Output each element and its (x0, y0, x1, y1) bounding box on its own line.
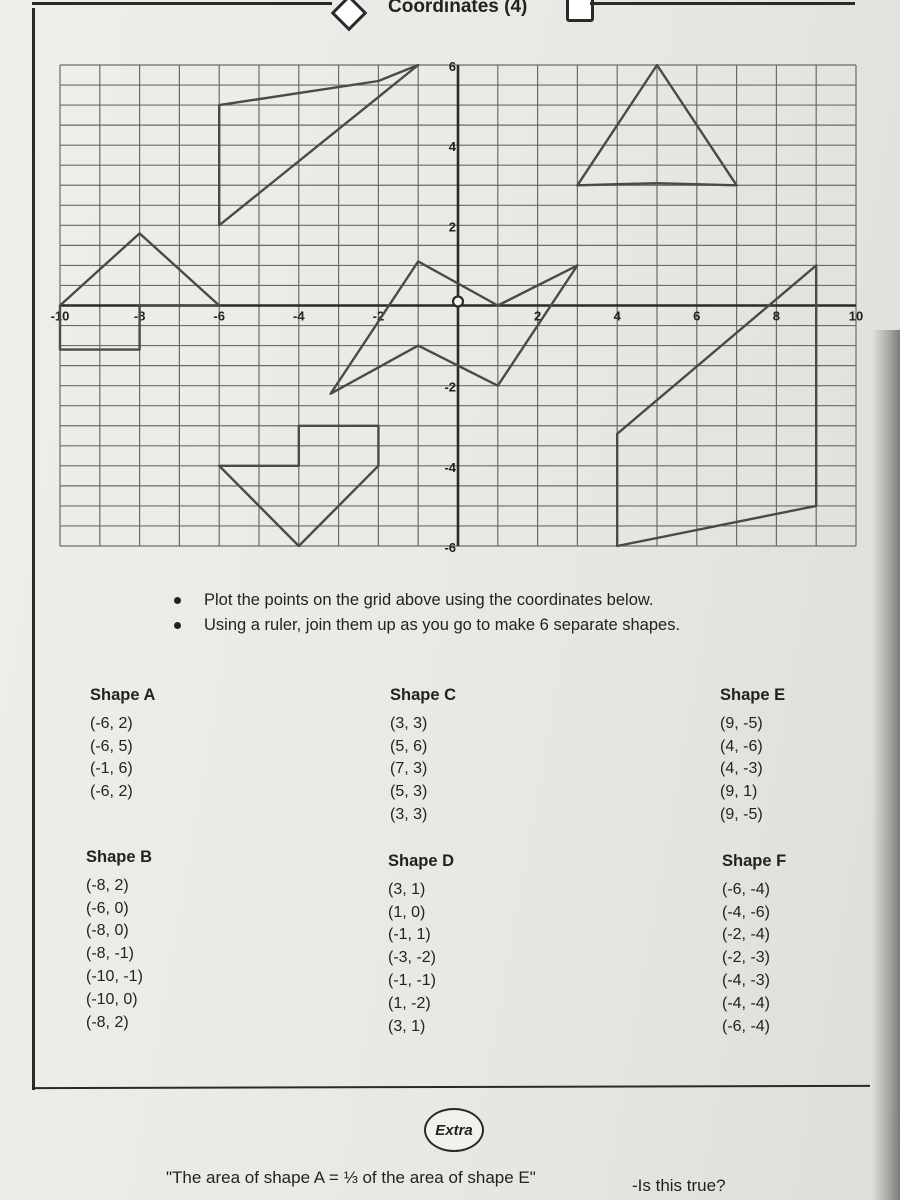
y-tick-label: 6 (448, 59, 456, 74)
coordinate-item: (-10, -1) (86, 967, 143, 985)
coordinate-item: (-6, 0) (86, 899, 129, 917)
coordinate-item: (-8, -1) (86, 945, 134, 963)
shape-heading: Shape F (722, 852, 787, 870)
x-tick-label: 2 (533, 308, 542, 324)
origin-marker (453, 297, 463, 307)
extra-badge: Extra (424, 1108, 484, 1152)
coordinate-item: (-8, 2) (86, 1013, 129, 1031)
coordinate-item: (-6, 2) (90, 783, 133, 801)
coordinate-item: (9, -5) (720, 805, 763, 823)
coordinate-item: (-1, 6) (90, 760, 133, 778)
coordinate-item: (-6, 2) (90, 714, 133, 732)
coordinate-item: (9, 1) (720, 783, 758, 801)
coordinate-item: (3, 1) (388, 880, 426, 898)
x-tick-label: -6 (213, 308, 225, 324)
y-tick-label: 2 (448, 219, 456, 235)
worksheet-title: Coordinates (4) (388, 0, 528, 17)
coordinate-item: (9, -5) (720, 714, 763, 732)
y-tick-label: -4 (444, 459, 456, 475)
coordinate-item: (5, 6) (390, 737, 428, 755)
instruction-item: Plot the points on the grid above using the coordinates below. (172, 588, 680, 613)
coordinate-item: (3, 1) (388, 1017, 426, 1035)
shape-heading: Shape B (86, 848, 153, 866)
shape-d-outline (331, 261, 578, 393)
x-tick-label: -8 (133, 308, 146, 324)
x-tick-label: -10 (50, 308, 70, 324)
shape-heading: Shape A (90, 686, 156, 704)
coordinate-item: (-2, -4) (722, 926, 770, 944)
instruction-item: Using a ruler, join them up as you go to make 6 separate shapes. (172, 613, 680, 638)
coordinate-item: (3, 3) (390, 714, 428, 732)
coordinate-item: (-8, 0) (86, 922, 129, 940)
coordinate-item: (-4, -6) (722, 903, 770, 921)
origin-label: 0 (458, 306, 460, 308)
y-tick-label: -6 (444, 540, 456, 555)
coordinate-item: (-1, 1) (388, 926, 431, 944)
shape-b-block (86, 846, 152, 1034)
y-tick-label: 4 (448, 139, 456, 155)
section-divider (32, 1085, 870, 1089)
coordinate-item: (-6, -4) (722, 1017, 770, 1035)
coordinate-item: (1, 0) (388, 903, 426, 921)
coordinate-item: (-8, 2) (86, 876, 129, 894)
coordinate-item: (-4, -3) (722, 971, 770, 989)
coordinate-item: (-6, 5) (90, 737, 133, 755)
coordinate-item: (-3, -2) (388, 949, 436, 967)
coordinate-item: (7, 3) (390, 760, 428, 778)
coordinate-item: (-2, -3) (722, 949, 770, 967)
coordinate-item: (4, -3) (720, 760, 763, 778)
shape-a-block (90, 684, 155, 804)
x-tick-label: 4 (613, 308, 621, 324)
shape-heading: Shape E (720, 686, 786, 704)
coordinate-item: (-10, 0) (86, 990, 138, 1008)
shape-f-block (722, 850, 786, 1038)
coordinate-item: (3, 3) (390, 805, 428, 823)
shape-d-block (388, 850, 454, 1038)
coordinate-item: (-4, -4) (722, 994, 770, 1012)
instruction-list (172, 588, 680, 638)
coordinate-item: (5, 3) (390, 783, 428, 801)
extra-followup: -Is this true? (632, 1176, 726, 1195)
shape-e-block (720, 684, 785, 827)
x-tick-label: -4 (293, 308, 305, 324)
extra-question: "The area of shape A = ⅓ of the area of shape E" (166, 1168, 536, 1187)
coordinate-item: (-6, -4) (722, 880, 770, 898)
coordinate-grid (0, 0, 900, 560)
coordinate-item: (-1, -1) (388, 971, 436, 989)
x-tick-label: 8 (772, 308, 781, 324)
coordinate-item: (1, -2) (388, 994, 431, 1012)
shape-heading: Shape D (388, 852, 455, 870)
shape-c-block (390, 684, 456, 827)
x-tick-label: 10 (848, 308, 864, 324)
y-tick-label: -2 (444, 379, 456, 395)
shape-heading: Shape C (390, 686, 457, 704)
x-tick-label: -2 (372, 308, 385, 324)
x-tick-label: 6 (693, 308, 701, 324)
coordinate-item: (4, -6) (720, 737, 763, 755)
